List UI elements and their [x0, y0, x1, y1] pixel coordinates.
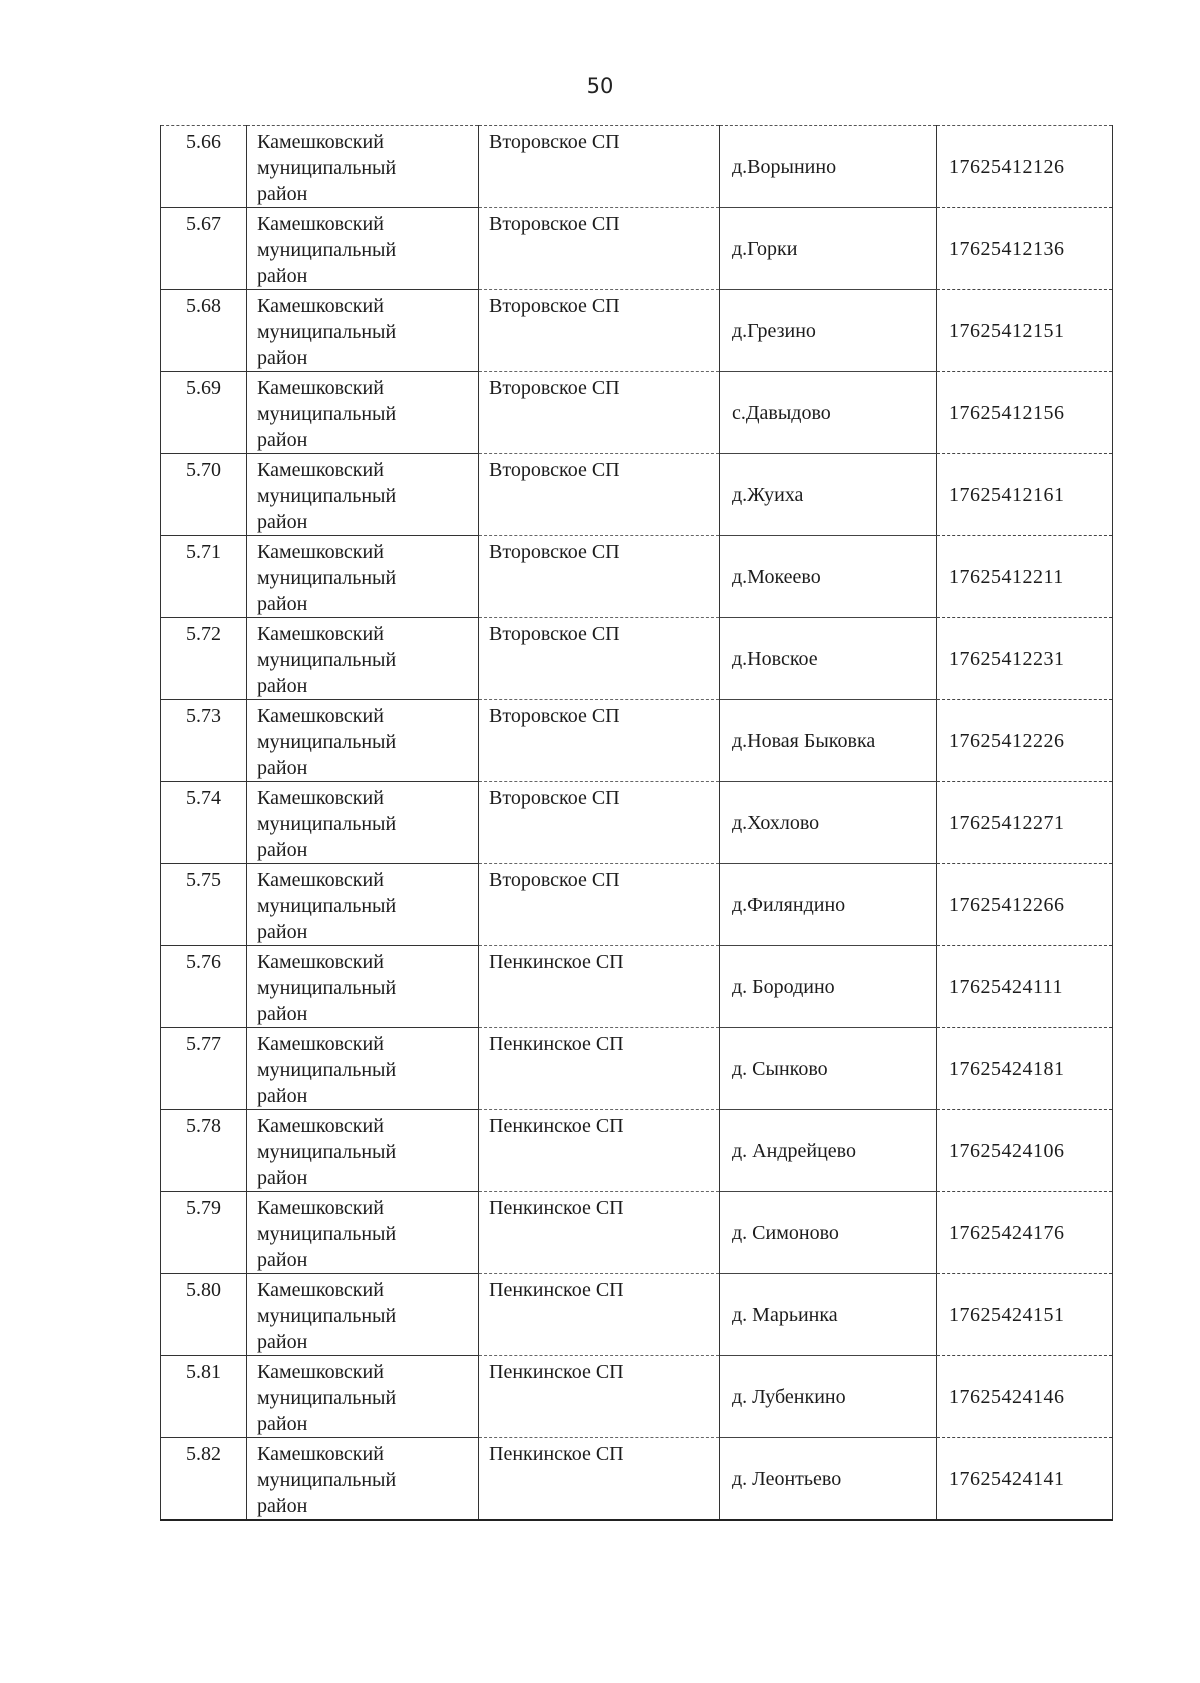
locality-cell: д.Грезино [720, 290, 937, 372]
district-cell [247, 126, 479, 208]
settlement-cell: Пенкинское СП [479, 1438, 720, 1521]
settlement-cell: Второвское СП [479, 126, 720, 208]
district-line: муниципальный [257, 485, 397, 507]
code-cell: 17625412126 [937, 126, 1113, 208]
table-row [161, 290, 1113, 372]
locality-cell: д. Андрейцево [720, 1110, 937, 1192]
table-row [161, 126, 1113, 208]
code-cell: 17625424106 [937, 1110, 1113, 1192]
district-line: район [257, 1331, 308, 1353]
district-line: район [257, 1495, 308, 1517]
code-cell: 17625412226 [937, 700, 1113, 782]
district-cell [247, 782, 479, 864]
district-line: муниципальный [257, 1469, 397, 1491]
locality-cell: д.Новское [720, 618, 937, 700]
locality-cell: д. Марьинка [720, 1274, 937, 1356]
settlement-cell: Пенкинское СП [479, 1274, 720, 1356]
locality-cell: д. Леонтьево [720, 1438, 937, 1521]
district-line: муниципальный [257, 567, 397, 589]
district-line: Камешковский [257, 1115, 384, 1137]
locality-cell: д. Симоново [720, 1192, 937, 1274]
row-number-cell: 5.69 [161, 372, 247, 454]
row-number-cell: 5.68 [161, 290, 247, 372]
table-row [161, 1356, 1113, 1438]
locality-cell: д.Филяндино [720, 864, 937, 946]
district-line: муниципальный [257, 157, 397, 179]
code-cell: 17625424151 [937, 1274, 1113, 1356]
district-cell [247, 946, 479, 1028]
code-cell: 17625412136 [937, 208, 1113, 290]
table-row [161, 372, 1113, 454]
district-line: Камешковский [257, 623, 384, 645]
district-line: муниципальный [257, 1141, 397, 1163]
table-row [161, 1192, 1113, 1274]
district-line: район [257, 1413, 308, 1435]
district-line: муниципальный [257, 731, 397, 753]
settlement-cell: Второвское СП [479, 536, 720, 618]
settlement-cell: Второвское СП [479, 700, 720, 782]
table-row [161, 618, 1113, 700]
settlements-table [160, 125, 1113, 1521]
row-number-cell: 5.81 [161, 1356, 247, 1438]
district-line: муниципальный [257, 1059, 397, 1081]
district-line: район [257, 1085, 308, 1107]
settlement-cell: Второвское СП [479, 454, 720, 536]
row-number-cell: 5.79 [161, 1192, 247, 1274]
district-cell [247, 1110, 479, 1192]
district-line: муниципальный [257, 813, 397, 835]
row-number-cell: 5.75 [161, 864, 247, 946]
district-line: район [257, 675, 308, 697]
table-row [161, 1438, 1113, 1521]
settlement-cell: Второвское СП [479, 290, 720, 372]
row-number-cell: 5.67 [161, 208, 247, 290]
locality-cell: д.Новая Быковка [720, 700, 937, 782]
settlement-cell: Второвское СП [479, 618, 720, 700]
code-cell: 17625424146 [937, 1356, 1113, 1438]
code-cell: 17625424181 [937, 1028, 1113, 1110]
row-number-cell: 5.70 [161, 454, 247, 536]
district-cell [247, 290, 479, 372]
settlement-cell: Второвское СП [479, 782, 720, 864]
row-number-cell: 5.82 [161, 1438, 247, 1521]
row-number-cell: 5.80 [161, 1274, 247, 1356]
district-line: район [257, 183, 308, 205]
table-row [161, 208, 1113, 290]
row-number-cell: 5.77 [161, 1028, 247, 1110]
district-line: Камешковский [257, 787, 384, 809]
district-line: Камешковский [257, 1443, 384, 1465]
locality-cell: д.Хохлово [720, 782, 937, 864]
district-line: муниципальный [257, 1223, 397, 1245]
district-line: муниципальный [257, 649, 397, 671]
district-cell [247, 700, 479, 782]
district-cell [247, 372, 479, 454]
district-line: муниципальный [257, 1305, 397, 1327]
locality-cell: д.Ворынино [720, 126, 937, 208]
district-line: Камешковский [257, 131, 384, 153]
locality-cell: д. Бородино [720, 946, 937, 1028]
district-cell [247, 1192, 479, 1274]
district-cell [247, 864, 479, 946]
table-row [161, 454, 1113, 536]
district-cell [247, 1356, 479, 1438]
settlement-cell: Пенкинское СП [479, 1110, 720, 1192]
settlement-cell: Пенкинское СП [479, 1028, 720, 1110]
settlement-cell: Второвское СП [479, 208, 720, 290]
code-cell: 17625424141 [937, 1438, 1113, 1521]
district-line: муниципальный [257, 403, 397, 425]
settlement-cell: Пенкинское СП [479, 1356, 720, 1438]
code-cell: 17625412271 [937, 782, 1113, 864]
district-line: район [257, 511, 308, 533]
locality-cell: д.Жуиха [720, 454, 937, 536]
table-row [161, 864, 1113, 946]
district-line: район [257, 593, 308, 615]
district-line: район [257, 347, 308, 369]
district-line: район [257, 757, 308, 779]
district-line: район [257, 265, 308, 287]
locality-cell: д. Сынково [720, 1028, 937, 1110]
district-line: Камешковский [257, 295, 384, 317]
district-line: Камешковский [257, 869, 384, 891]
district-line: муниципальный [257, 977, 397, 999]
row-number-cell: 5.66 [161, 126, 247, 208]
locality-cell: д.Мокеево [720, 536, 937, 618]
table-row [161, 1274, 1113, 1356]
district-line: Камешковский [257, 459, 384, 481]
locality-cell: д. Лубенкино [720, 1356, 937, 1438]
district-line: муниципальный [257, 1387, 397, 1409]
locality-cell: д.Горки [720, 208, 937, 290]
district-line: Камешковский [257, 377, 384, 399]
page-number: 50 [586, 74, 614, 98]
district-line: Камешковский [257, 213, 384, 235]
code-cell: 17625412211 [937, 536, 1113, 618]
table-row [161, 946, 1113, 1028]
settlement-cell: Пенкинское СП [479, 946, 720, 1028]
district-line: район [257, 839, 308, 861]
district-line: муниципальный [257, 895, 397, 917]
district-cell [247, 536, 479, 618]
table-row [161, 700, 1113, 782]
table-row [161, 782, 1113, 864]
district-line: район [257, 1003, 308, 1025]
district-line: район [257, 429, 308, 451]
settlement-cell: Пенкинское СП [479, 1192, 720, 1274]
code-cell: 17625412231 [937, 618, 1113, 700]
district-line: Камешковский [257, 1279, 384, 1301]
table-row [161, 536, 1113, 618]
code-cell: 17625412266 [937, 864, 1113, 946]
table-row [161, 1028, 1113, 1110]
row-number-cell: 5.76 [161, 946, 247, 1028]
district-line: Камешковский [257, 1033, 384, 1055]
district-cell [247, 1274, 479, 1356]
row-number-cell: 5.78 [161, 1110, 247, 1192]
table-row [161, 1110, 1113, 1192]
code-cell: 17625412151 [937, 290, 1113, 372]
district-cell [247, 208, 479, 290]
district-line: район [257, 1167, 308, 1189]
settlement-cell: Второвское СП [479, 864, 720, 946]
table-body [161, 126, 1113, 1521]
district-line: муниципальный [257, 239, 397, 261]
district-cell [247, 1028, 479, 1110]
row-number-cell: 5.72 [161, 618, 247, 700]
district-cell [247, 454, 479, 536]
district-cell [247, 618, 479, 700]
code-cell: 17625424176 [937, 1192, 1113, 1274]
district-line: район [257, 1249, 308, 1271]
code-cell: 17625424111 [937, 946, 1113, 1028]
district-line: Камешковский [257, 705, 384, 727]
district-line: Камешковский [257, 951, 384, 973]
row-number-cell: 5.74 [161, 782, 247, 864]
district-line: район [257, 921, 308, 943]
district-line: Камешковский [257, 1197, 384, 1219]
district-line: Камешковский [257, 1361, 384, 1383]
code-cell: 17625412161 [937, 454, 1113, 536]
district-line: Камешковский [257, 541, 384, 563]
row-number-cell: 5.73 [161, 700, 247, 782]
row-number-cell: 5.71 [161, 536, 247, 618]
settlement-cell: Второвское СП [479, 372, 720, 454]
locality-cell: с.Давыдово [720, 372, 937, 454]
district-line: муниципальный [257, 321, 397, 343]
code-cell: 17625412156 [937, 372, 1113, 454]
district-cell [247, 1438, 479, 1521]
